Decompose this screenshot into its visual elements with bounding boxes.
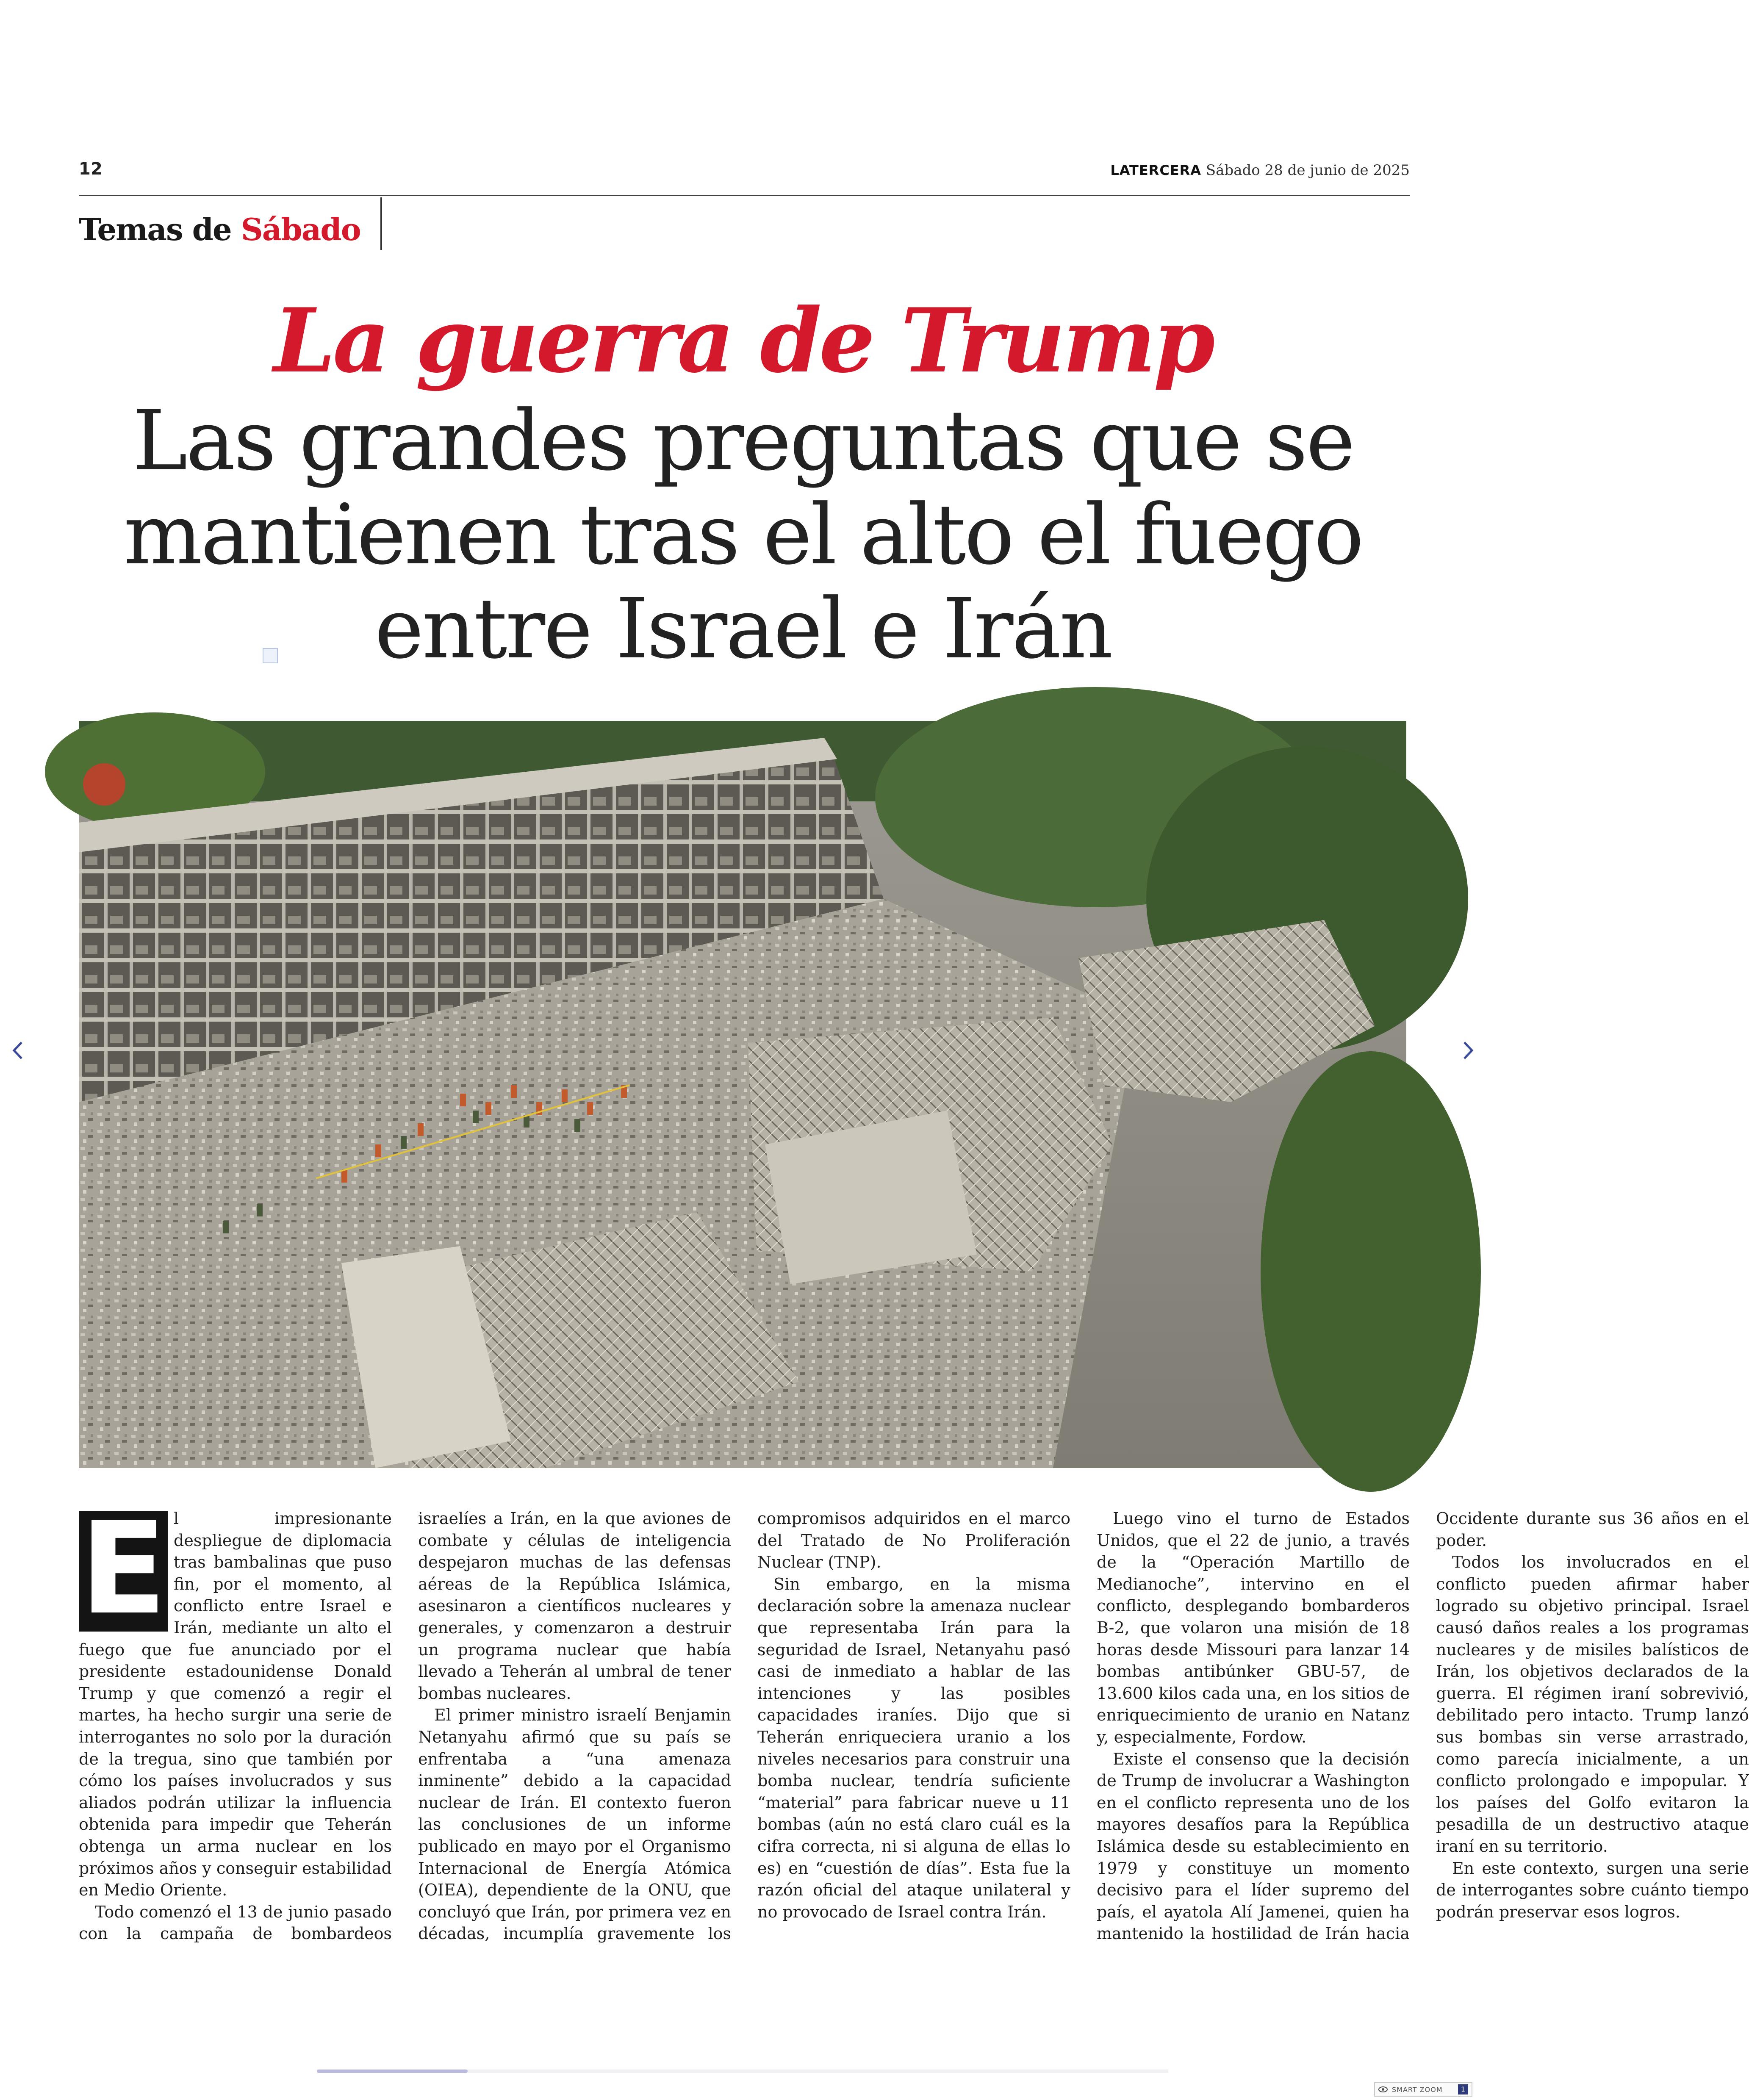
article-photo <box>79 721 1406 1468</box>
article-paragraph: En este contexto, surgen una serie de interrogantes sobre cuánto tiempo podrán preservar esos logros. <box>1436 1859 1749 1921</box>
page-count-badge: 1 <box>1458 2084 1468 2094</box>
chevron-right-icon <box>1462 1040 1475 1061</box>
drop-cap <box>79 1495 168 1643</box>
next-page-button[interactable] <box>1456 1033 1480 1067</box>
annotation-marker[interactable] <box>263 648 278 663</box>
article-paragraph: Sin embargo, en la misma declaración sobre la amenaza nuclear que representaba Irán para la seguridad de Israel, Netanyahu pasó casi de inmediato a hablar de las intenciones y las posibles capacidades iraníes. Dijo que si Teherán enriqueciera uranio a los niveles necesarios para construir una bomba nuclear, tendría suficiente “material” para fabricar nueve u 11 bombas (aún no está claro cuál es la cifra correcta, ni si alguna de ellas lo es) en “cuestión de días”. Esta fue la razón oficial del ataque unilateral y no provocado de Israel contra Irán. <box>757 1574 1070 1921</box>
eye-icon <box>1378 2086 1388 2092</box>
issue-date: Sábado 28 de junio de 2025 <box>1206 162 1410 179</box>
headline-line-3: entre Israel e Irán <box>374 581 1111 677</box>
section-divider <box>380 197 382 250</box>
headline-line-2: mantienen tras el alto el fuego <box>123 487 1363 583</box>
smart-zoom-label: SMART ZOOM <box>1392 2085 1443 2094</box>
header-rule <box>79 195 1410 196</box>
page-header <box>79 158 1410 191</box>
headline-line-1: Las grandes preguntas que se <box>132 393 1354 489</box>
drop-cap-letter: E <box>80 1495 167 1643</box>
article-paragraph: Existe el consenso que la decisión de Trump de involucrar a Washington en el conflicto representa uno de los mayores desafíos para la República Islámica desde su establecimiento en 1979 y constituye un momento decisivo para el líder supremo del país, el ayatola Alí Jamenei, quien ha mantenido la hostilidad de Irán hacia Occidente durante sus 36 años en el poder. <box>1097 1509 1749 1943</box>
destroyed-buildings-illustration <box>79 721 1406 1468</box>
article-paragraph: Todos los involucrados en el conflicto pueden afirmar haber logrado su objetivo principal. Israel causó daños reales a los programas nucleares y de misiles balísticos de Irán, los objetivos declarados de la guerra. El régimen iraní sobrevivió, debilitado pero intacto. Trump lanzó sus bombas sin verse arrastrado, como parecía inicialmente, a un conflicto prolongado e impopular. Y los países del Golfo evitaron la pesadilla de un destructivo ataque iraní en su territorio. <box>1436 1553 1749 1856</box>
smart-zoom-button[interactable] <box>1374 2082 1472 2097</box>
article-paragraph: Luego vino el turno de Estados Unidos, que el 22 de junio, a través de la “Operación Martillo de Medianoche”, intervino en el conflicto, desplegando bombarderos B-2, que volaron una misión de 18 horas desde Missouri para lanzar 14 bombas antibúnker GBU-57, de 13.600 kilos cada una, en los sitios de enriquecimiento de uranio en Natanz y, especialmente, Fordow. <box>1097 1509 1410 1746</box>
kicker-title: La guerra de Trump <box>273 289 1213 393</box>
headline <box>85 394 1401 676</box>
article-paragraph: Todo comenzó el 13 de junio pasado con la campaña de bombardeos israelíes a Irán, en la que aviones de combate y células de inteligencia despejaron muchas de las defensas aéreas de la República Islámica, asesinaron a científicos nucleares y generales, y comenzaron a destruir un programa nuclear que había llevado a Teherán al umbral de tener bombas nucleares. <box>79 1509 731 1943</box>
brand-name: LATERCERA <box>1110 162 1202 178</box>
horizontal-scrollbar-thumb[interactable] <box>317 2070 468 2073</box>
previous-page-button[interactable] <box>6 1033 30 1067</box>
section-title-part2: Sábado <box>241 211 360 247</box>
page-number: 12 <box>79 159 103 179</box>
chevron-left-icon <box>11 1040 24 1061</box>
paragraph-text-1: l impresionante despliegue de diplomacia tras bambalinas que puso fin, por el momento, al conflicto entre Israel e Irán, mediante un alto el fuego que fue anunciado por el presidente estadounidense Donald Trump y que comenzó a regir el martes, ha hecho surgir una serie de interrogantes no solo por la duración de la tregua, sino que también por cómo los países involucrados y sus aliados podrán utilizar la influencia obtenida para impedir que Teherán obtenga un arma nuclear en los próximos años y conseguir estabilidad en Medio Oriente. <box>79 1509 392 1900</box>
section-title <box>79 209 360 250</box>
article-paragraph <box>79 1495 392 1901</box>
masthead <box>1110 162 1410 179</box>
article-body <box>79 1495 1749 1957</box>
article-paragraph: El primer ministro israelí Benjamin Netanyahu afirmó que su país se enfrentaba a “una amenaza inminente” debido a la capacidad nuclear de Irán. El contexto fueron las conclusiones de un informe publicado en mayo por el Organismo Internacional de Energía Atómica (OIEA), dependiente de la ONU, que concluyó que Irán, por primera vez en décadas, incumplía gravemente los compromisos adquiridos en el marco del Tratado de No Proliferación Nuclear (TNP). <box>418 1509 1070 1943</box>
section-title-part1: Temas de <box>79 211 241 247</box>
